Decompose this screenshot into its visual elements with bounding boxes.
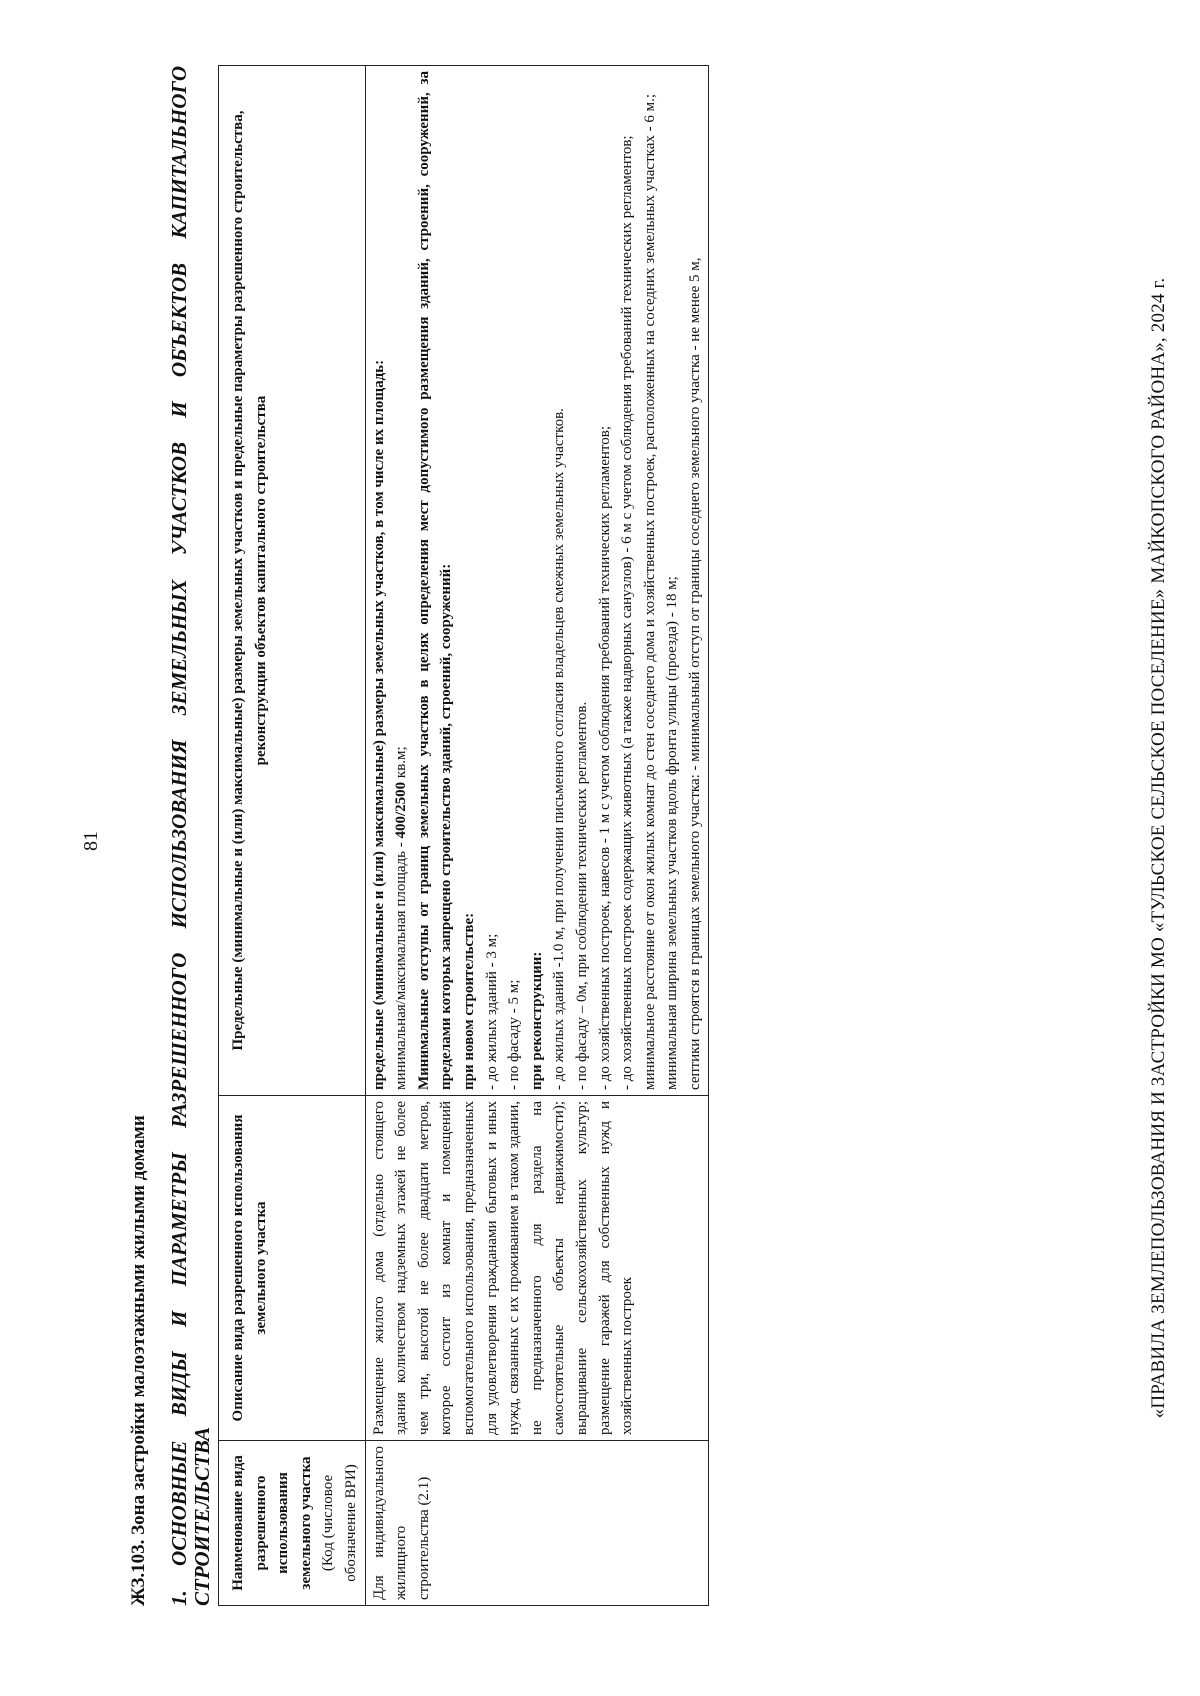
header-vri-code: (Код (числовое обозначение ВРИ)	[320, 1464, 359, 1582]
page-number: 81	[80, 831, 102, 851]
section-title: 1. ОСНОВНЫЕ ВИДЫ И ПАРАМЕТРЫ РАЗРЕШЕННОГО ИСПОЛЬЗОВАНИЯ ЗЕМЕЛЬНЫХ УЧАСТКОВ И ОБЪЕКТОВ КАПИТАЛЬНОГО СТРОИТЕЛЬСТВА	[167, 66, 214, 1606]
req-line: минимальная ширина земельных участков вдоль фронта улицы (проезда) - 18 м;	[664, 576, 681, 1090]
regulation-table	[218, 65, 709, 1606]
zone-title: ЖЗ.103. Зона застройки малоэтажными жилыми домами	[128, 1115, 149, 1606]
vri-name-cell: Для индивидуального жилищного строительства (2.1)	[365, 1441, 709, 1606]
req-line: - до хозяйственных построек, навесов - 1 м с учетом соблюдения требований технических регламентов;	[596, 425, 613, 1090]
header-vri-name-text: Наименование вида разрешенного использования земельного участка	[230, 1455, 314, 1591]
req-line: при новом строительстве:	[460, 912, 477, 1090]
req-text: минимальная/максимальная площадь -	[393, 838, 410, 1090]
req-line: - до жилых зданий -1.0 м, при получении письменного согласия владельцев смежных земельных участков.	[551, 408, 568, 1090]
vri-description-cell: Размещение жилого дома (отдельно стоящего здания количеством надземных этажей не более чем три, высотой не более двадцати метров, которое состоит из комнат и помещений вспомогательного использования, предназначенных для удовлетворения гражданами бытовых и иных нужд, связанных с их проживанием в таком здании, не предназначенного для раздела на самостоятельные объекты недвижимости); выращивание сельскохозяйственных культур; размещение гаражей для собственных нужд и хозяйственных построек	[365, 1096, 709, 1441]
req-line: - по фасаду - 5 м;	[506, 979, 523, 1090]
header-vri-name	[219, 1441, 366, 1606]
header-vri-description: Описание вида разрешенного использования земельного участка	[219, 1096, 366, 1441]
req-line: - по фасаду – 0м, при соблюдении технических регламентов.	[573, 701, 590, 1090]
table-row	[365, 66, 709, 1606]
req-line: предельные (минимальные и (или) максимальные) размеры земельных участков, в том числе их площадь:	[370, 359, 387, 1090]
req-line: - до хозяйственных построек содержащих животных (а также надворных санузлов) - 6 м с учетом соблюдения требований технических регламентов;	[619, 135, 636, 1090]
req-value: 400/2500	[393, 781, 410, 839]
req-line	[390, 71, 413, 1090]
table-header-row	[219, 66, 366, 1606]
req-line: Минимальные отступы от границ земельных участков в целях определения мест допустимого размещения зданий, строений, сооружений, за пределами которых запрещено строительство зданий, строений, сооружений:	[415, 71, 455, 1090]
req-line: минимальное расстояние от окон жилых комнат до стен соседнего дома и хозяйственных построек, расположенных на соседних земельных участках - 6 м.;	[641, 93, 658, 1090]
req-text: кв.м;	[393, 746, 410, 782]
parameters-cell	[365, 66, 709, 1096]
req-line: - до жилых зданий - 3 м;	[483, 933, 500, 1090]
req-line: септики строятся в границах земельного участка: - минимальный отступ от границы соседнего земельного участка - не менее 5 м,	[686, 257, 703, 1090]
header-parameters: Предельные (минимальные и (или) максимальные) размеры земельных участков и предельные параметры разрешенного строительства, реконструкции объектов капитального строительства	[219, 66, 366, 1096]
req-line: при реконструкции:	[528, 951, 545, 1090]
document-footer: «ПРАВИЛА ЗЕМЛЕПОЛЬЗОВАНИЯ И ЗАСТРОЙКИ МО «ТУЛЬСКОЕ СЕЛЬСКОЕ ПОСЕЛЕНИЕ» МАЙКОПСКОГО РАЙОНА», 2024 г.	[1148, 277, 1169, 1419]
